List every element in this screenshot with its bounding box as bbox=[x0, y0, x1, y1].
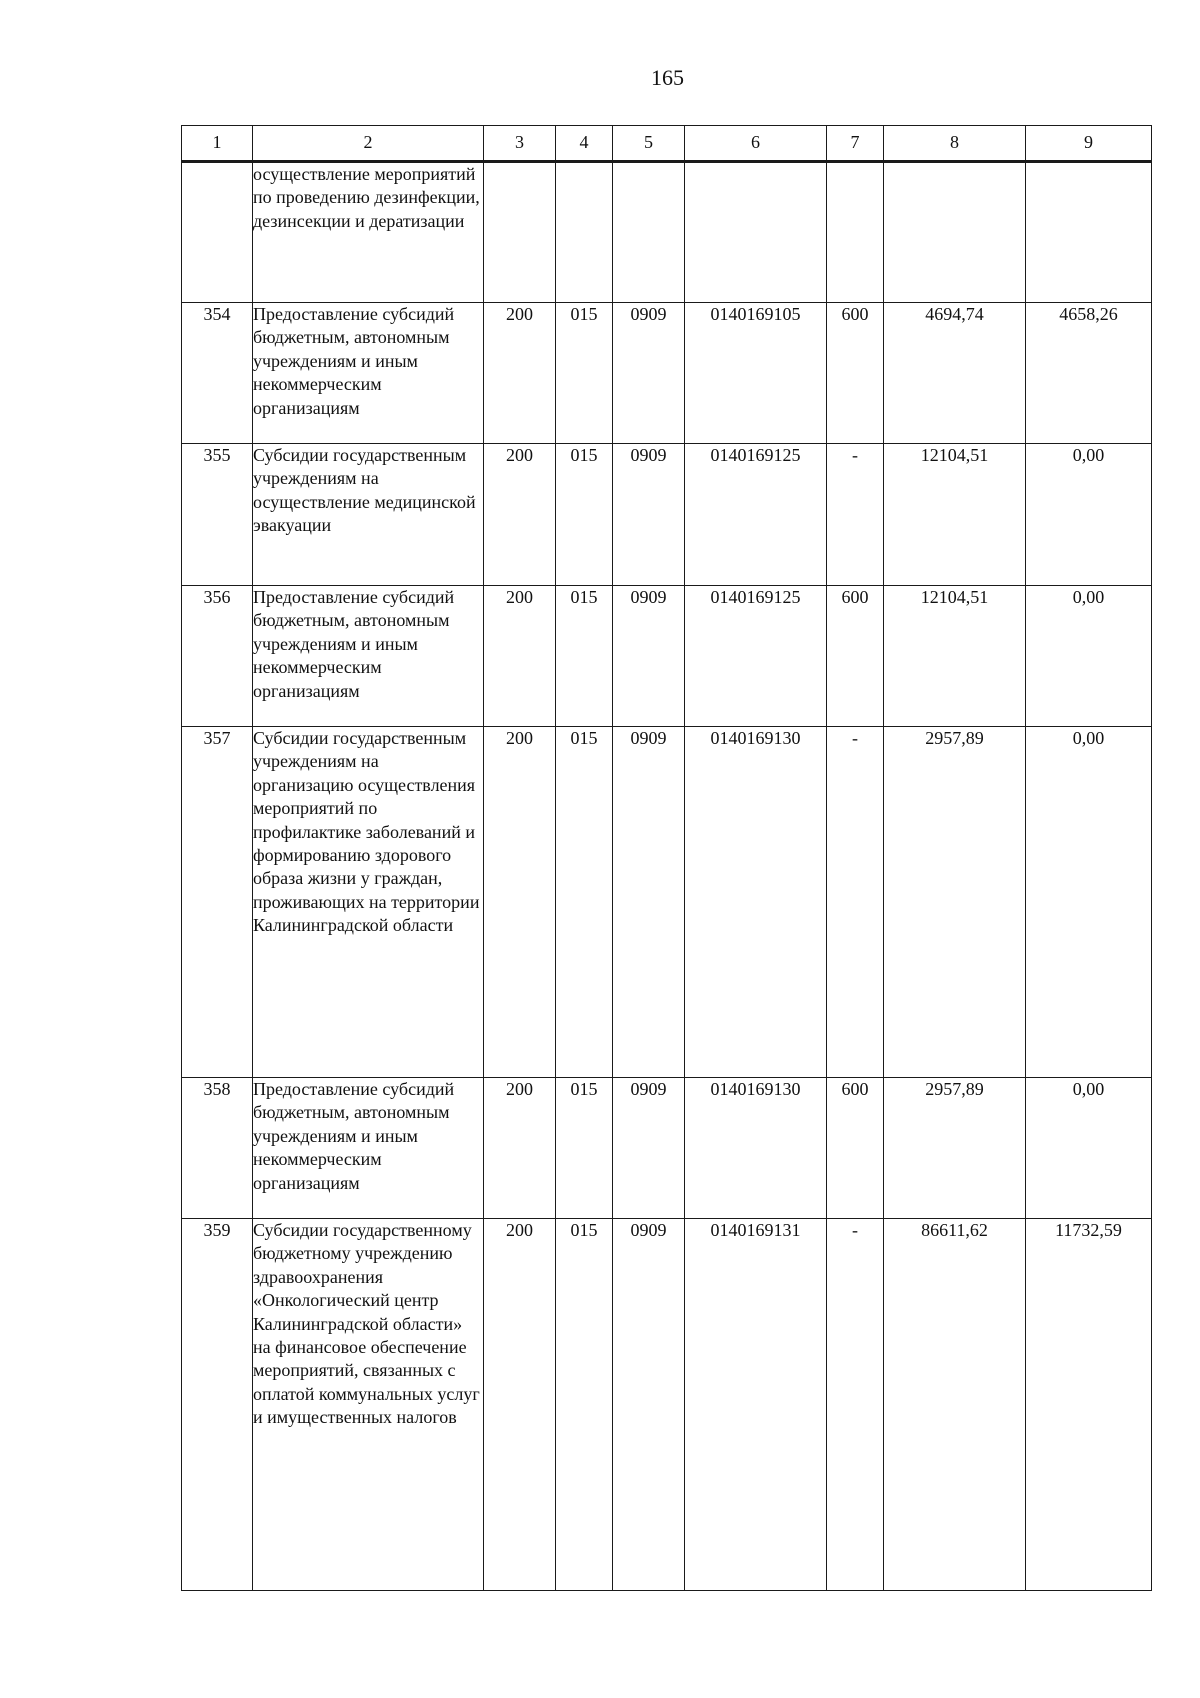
cell-col5: 0909 bbox=[613, 1219, 685, 1591]
cell-col9: 11732,59 bbox=[1026, 1219, 1152, 1591]
cell-col8: 12104,51 bbox=[884, 586, 1026, 727]
cell-col7 bbox=[827, 162, 884, 303]
cell-col8: 2957,89 bbox=[884, 1078, 1026, 1219]
cell-col4: 015 bbox=[556, 303, 613, 444]
cell-col8: 2957,89 bbox=[884, 727, 1026, 1078]
cell-col5: 0909 bbox=[613, 1078, 685, 1219]
header-row bbox=[182, 126, 1152, 162]
cell-col7: - bbox=[827, 727, 884, 1078]
budget-table bbox=[181, 125, 1152, 1591]
column-header: 3 bbox=[484, 126, 556, 162]
cell-col9: 0,00 bbox=[1026, 727, 1152, 1078]
cell-col5: 0909 bbox=[613, 727, 685, 1078]
column-header: 2 bbox=[253, 126, 484, 162]
table-row bbox=[182, 444, 1152, 586]
cell-col6: 0140169105 bbox=[685, 303, 827, 444]
cell-col9: 0,00 bbox=[1026, 444, 1152, 586]
cell-col6: 0140169130 bbox=[685, 727, 827, 1078]
table-row bbox=[182, 1219, 1152, 1591]
cell-col5: 0909 bbox=[613, 303, 685, 444]
cell-col3: 200 bbox=[484, 586, 556, 727]
row-description: Предоставление субсидий бюджетным, автономным учреждениям и иным некоммерческим организациям bbox=[253, 1078, 484, 1219]
row-description: Предоставление субсидий бюджетным, автономным учреждениям и иным некоммерческим организациям bbox=[253, 303, 484, 444]
cell-col6: 0140169131 bbox=[685, 1219, 827, 1591]
row-number: 355 bbox=[182, 444, 253, 586]
cell-col5: 0909 bbox=[613, 586, 685, 727]
cell-col8 bbox=[884, 162, 1026, 303]
column-header: 8 bbox=[884, 126, 1026, 162]
cell-col5: 0909 bbox=[613, 444, 685, 586]
cell-col9: 4658,26 bbox=[1026, 303, 1152, 444]
cell-col6: 0140169130 bbox=[685, 1078, 827, 1219]
row-number bbox=[182, 162, 253, 303]
cell-col4: 015 bbox=[556, 1219, 613, 1591]
row-description: Субсидии государственному бюджетному учреждению здравоохранения «Онкологический центр Калининградской области» на финансовое обеспечение мероприятий, связанных с оплатой коммунальных услуг и имущественных налогов bbox=[253, 1219, 484, 1591]
cell-col4: 015 bbox=[556, 586, 613, 727]
cell-col4: 015 bbox=[556, 727, 613, 1078]
table-row bbox=[182, 303, 1152, 444]
cell-col4: 015 bbox=[556, 444, 613, 586]
row-description: Предоставление субсидий бюджетным, автономным учреждениям и иным некоммерческим организациям bbox=[253, 586, 484, 727]
row-description: Субсидии государственным учреждениям на осуществление медицинской эвакуации bbox=[253, 444, 484, 586]
table-row bbox=[182, 727, 1152, 1078]
row-number: 358 bbox=[182, 1078, 253, 1219]
cell-col8: 86611,62 bbox=[884, 1219, 1026, 1591]
cell-col8: 4694,74 bbox=[884, 303, 1026, 444]
page-number: 165 bbox=[651, 65, 684, 90]
cell-col3: 200 bbox=[484, 1219, 556, 1591]
row-description: Субсидии государственным учреждениям на организацию осуществления мероприятий по профилактике заболеваний и формированию здорового образа жизни у граждан, проживающих на территории Калининградской области bbox=[253, 727, 484, 1078]
cell-col3: 200 bbox=[484, 1078, 556, 1219]
table-row bbox=[182, 1078, 1152, 1219]
cell-col8: 12104,51 bbox=[884, 444, 1026, 586]
cell-col9: 0,00 bbox=[1026, 586, 1152, 727]
cell-col4: 015 bbox=[556, 1078, 613, 1219]
cell-col7: 600 bbox=[827, 586, 884, 727]
cell-col3: 200 bbox=[484, 727, 556, 1078]
cell-col9: 0,00 bbox=[1026, 1078, 1152, 1219]
cell-col4 bbox=[556, 162, 613, 303]
column-header: 4 bbox=[556, 126, 613, 162]
row-number: 356 bbox=[182, 586, 253, 727]
column-header: 5 bbox=[613, 126, 685, 162]
column-header: 9 bbox=[1026, 126, 1152, 162]
row-number: 354 bbox=[182, 303, 253, 444]
cell-col9 bbox=[1026, 162, 1152, 303]
cell-col7: 600 bbox=[827, 1078, 884, 1219]
cell-col7: - bbox=[827, 444, 884, 586]
cell-col3 bbox=[484, 162, 556, 303]
column-header: 1 bbox=[182, 126, 253, 162]
cell-col7: - bbox=[827, 1219, 884, 1591]
cell-col3: 200 bbox=[484, 303, 556, 444]
row-number: 357 bbox=[182, 727, 253, 1078]
row-number: 359 bbox=[182, 1219, 253, 1591]
table-row bbox=[182, 162, 1152, 303]
cell-col6 bbox=[685, 162, 827, 303]
cell-col7: 600 bbox=[827, 303, 884, 444]
cell-col6: 0140169125 bbox=[685, 586, 827, 727]
row-description: осуществление мероприятий по проведению дезинфекции, дезинсекции и дератизации bbox=[253, 162, 484, 303]
column-header: 6 bbox=[685, 126, 827, 162]
cell-col5 bbox=[613, 162, 685, 303]
table-row bbox=[182, 586, 1152, 727]
column-header: 7 bbox=[827, 126, 884, 162]
cell-col3: 200 bbox=[484, 444, 556, 586]
cell-col6: 0140169125 bbox=[685, 444, 827, 586]
